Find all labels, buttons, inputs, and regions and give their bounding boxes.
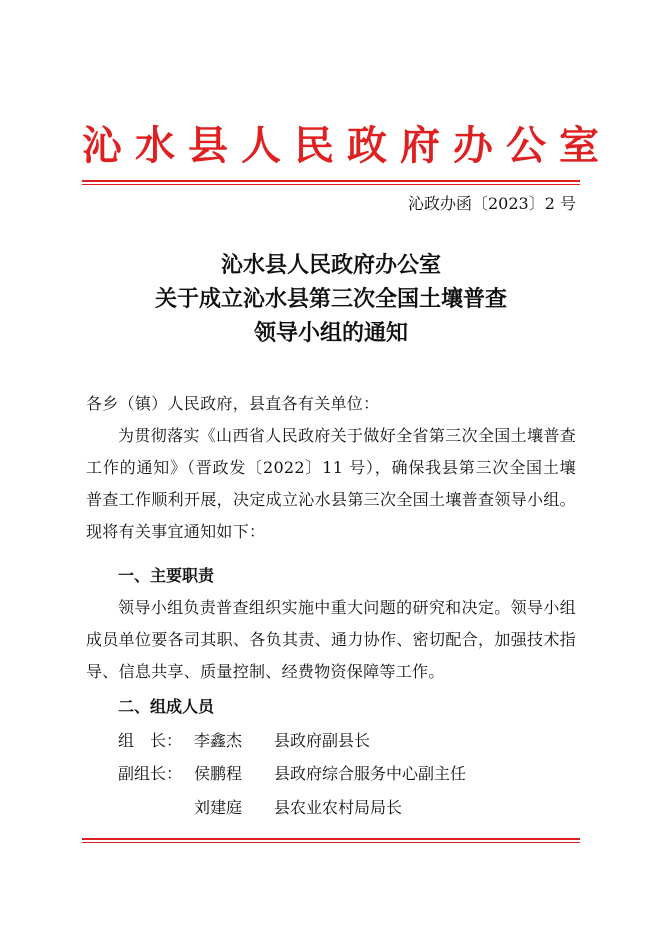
title-line-1: 沁水县人民政府办公室 xyxy=(220,252,441,278)
title-line-2: 关于成立沁水县第三次全国土壤普查 xyxy=(154,286,507,312)
member-role: 组 长： xyxy=(118,731,183,750)
title-line-3: 领导小组的通知 xyxy=(253,320,408,346)
document-title xyxy=(82,248,580,350)
member-row xyxy=(118,725,370,757)
member-position: 县政府综合服务中心副主任 xyxy=(274,764,467,783)
salutation: 各乡（镇）人民政府，县直各有关单位： xyxy=(86,394,380,413)
member-position: 县政府副县长 xyxy=(274,731,371,750)
footer-red-rule xyxy=(82,838,580,840)
member-role: 副组长： xyxy=(118,764,183,783)
duties-paragraph: 领导小组负责普查组织实施中重大问题的研究和决定。领导小组成员单位要各司其职、各负其责、通力协作、密切配合，加强技术指导、信息共享、质量控制、经费物资保障等工作。 xyxy=(86,598,576,681)
document-number: 沁政办函〔2023〕2 号 xyxy=(408,194,576,213)
issuing-office-header: 沁水县人民政府办公室 xyxy=(82,122,612,169)
member-row xyxy=(118,792,402,824)
member-name: 李鑫杰 xyxy=(194,731,243,750)
header-red-rule xyxy=(82,180,580,182)
intro-paragraph: 为贯彻落实《山西省人民政府关于做好全省第三次全国土壤普查工作的通知》（晋政发〔2022〕11 号），确保我县第三次全国土壤普查工作顺利开展，决定成立沁水县第三次全国土壤普查领导小组。现将有关事宜通知如下： xyxy=(86,426,576,541)
member-name: 侯鹏程 xyxy=(194,764,243,783)
member-position: 县农业农村局局长 xyxy=(274,798,403,817)
member-row xyxy=(118,758,466,790)
section-heading-members: 二、组成人员 xyxy=(118,697,215,716)
header-red-rule-thin xyxy=(82,184,580,185)
footer-red-rule-thin xyxy=(82,842,580,843)
member-name: 刘建庭 xyxy=(194,798,243,817)
section-heading-duties: 一、主要职责 xyxy=(118,566,215,585)
